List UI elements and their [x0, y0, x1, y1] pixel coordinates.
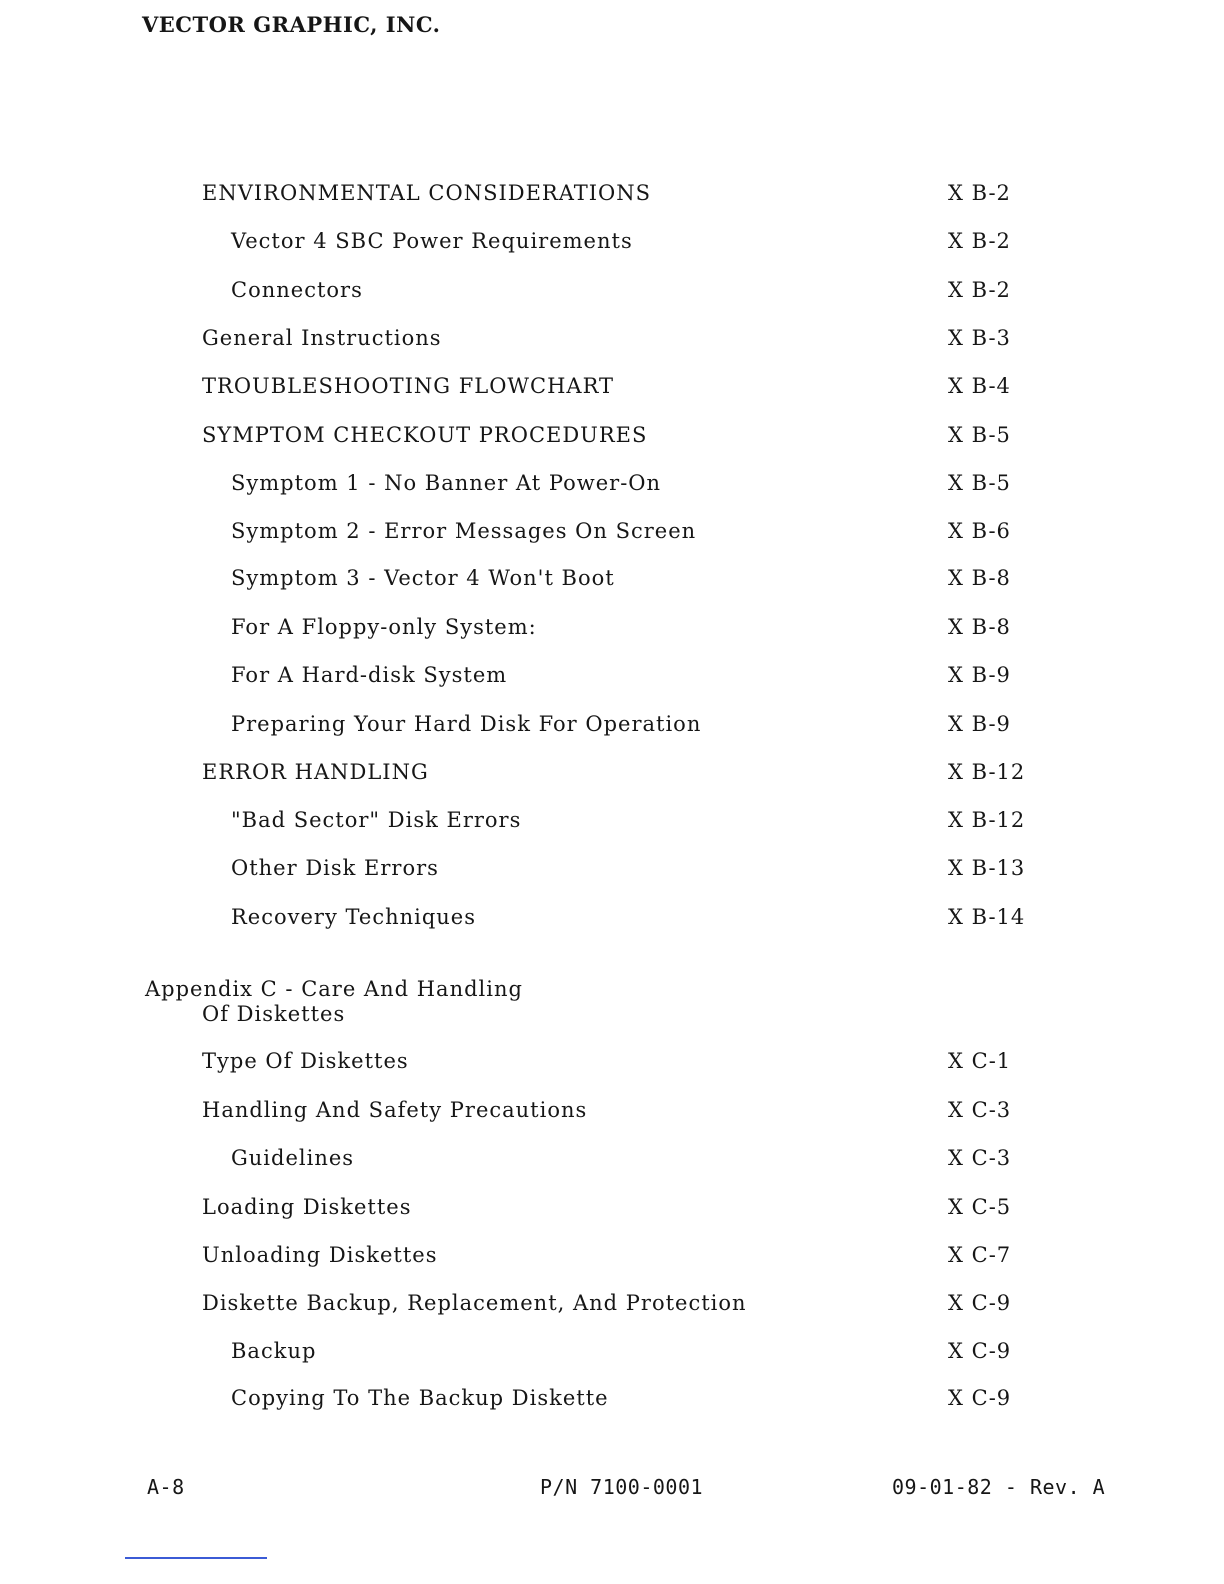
- toc-entry-title: General Instructions: [202, 326, 442, 350]
- toc-entry: [0, 712, 1224, 742]
- toc-entry: [0, 229, 1224, 259]
- toc-entry-page: X C-1: [948, 1049, 1012, 1073]
- toc-entry: [0, 808, 1224, 838]
- toc-entry: [0, 1243, 1224, 1273]
- toc-entry-page: X C-7: [948, 1243, 1012, 1267]
- toc-entry-page: X C-3: [948, 1098, 1012, 1122]
- toc-entry-title: "Bad Sector" Disk Errors: [231, 808, 522, 832]
- scan-mark-line: [125, 1557, 267, 1559]
- toc-entry: [0, 905, 1224, 935]
- toc-entry: [0, 1195, 1224, 1225]
- toc-entry: [0, 1386, 1224, 1416]
- toc-entry-title: Loading Diskettes: [202, 1195, 412, 1219]
- toc-entry: [0, 471, 1224, 501]
- toc-entry-page: X B-2: [948, 229, 1011, 253]
- toc-entry: [0, 1291, 1224, 1321]
- toc-entry-page: X B-5: [948, 423, 1011, 447]
- toc-entry: [0, 663, 1224, 693]
- toc-entry: [0, 519, 1224, 549]
- toc-entry-title: Symptom 3 - Vector 4 Won't Boot: [231, 566, 615, 590]
- toc-entry-title: ENVIRONMENTAL CONSIDERATIONS: [202, 181, 652, 205]
- toc-entry-page: X B-4: [948, 374, 1011, 398]
- toc-entry-page: X B-3: [948, 326, 1011, 350]
- appendix-c-heading-line2: Of Diskettes: [202, 1002, 346, 1026]
- toc-entry-title: Other Disk Errors: [231, 856, 439, 880]
- toc-entry: [0, 423, 1224, 453]
- appendix-c-heading-line1: Appendix C - Care And Handling: [145, 977, 523, 1001]
- company-header: VECTOR GRAPHIC, INC.: [142, 12, 441, 37]
- toc-entry-title: Symptom 1 - No Banner At Power-On: [231, 471, 662, 495]
- toc-entry-page: X C-9: [948, 1291, 1012, 1315]
- toc-entry-page: X C-3: [948, 1146, 1012, 1170]
- toc-entry: [0, 181, 1224, 211]
- toc-entry-page: X B-8: [948, 615, 1011, 639]
- toc-entry-page: X B-2: [948, 278, 1011, 302]
- toc-entry-title: Symptom 2 - Error Messages On Screen: [231, 519, 697, 543]
- toc-entry: [0, 374, 1224, 404]
- appendix-c-heading: [145, 977, 523, 1027]
- toc-entry-title: TROUBLESHOOTING FLOWCHART: [202, 374, 615, 398]
- footer-revision: 09-01-82 - Rev. A: [892, 1475, 1106, 1499]
- toc-entry-page: X B-2: [948, 181, 1011, 205]
- toc-entry-title: Vector 4 SBC Power Requirements: [231, 229, 633, 253]
- toc-entry-title: Diskette Backup, Replacement, And Protection: [202, 1291, 747, 1315]
- toc-entry: [0, 278, 1224, 308]
- toc-entry-title: For A Hard-disk System: [231, 663, 508, 687]
- toc-entry-title: Type Of Diskettes: [202, 1049, 409, 1073]
- toc-entry-title: Backup: [231, 1339, 317, 1363]
- toc-entry: [0, 1339, 1224, 1369]
- toc-entry: [0, 1049, 1224, 1079]
- toc-entry: [0, 1146, 1224, 1176]
- toc-entry-title: Handling And Safety Precautions: [202, 1098, 588, 1122]
- toc-entry-page: X B-5: [948, 471, 1011, 495]
- toc-entry: [0, 856, 1224, 886]
- toc-entry-title: ERROR HANDLING: [202, 760, 429, 784]
- toc-entry-title: Connectors: [231, 278, 363, 302]
- toc-entry: [0, 1098, 1224, 1128]
- toc-entry-page: X B-6: [948, 519, 1011, 543]
- toc-entry-title: Guidelines: [231, 1146, 355, 1170]
- toc-entry-title: Preparing Your Hard Disk For Operation: [231, 712, 702, 736]
- toc-entry-page: X B-9: [948, 712, 1011, 736]
- toc-entry-page: X B-14: [948, 905, 1026, 929]
- footer-page-number: A-8: [147, 1475, 185, 1499]
- toc-entry-page: X B-12: [948, 760, 1026, 784]
- toc-entry: [0, 566, 1224, 596]
- toc-entry-title: For A Floppy-only System:: [231, 615, 537, 639]
- toc-entry: [0, 326, 1224, 356]
- footer-part-number: P/N 7100-0001: [540, 1475, 704, 1499]
- toc-entry-title: Copying To The Backup Diskette: [231, 1386, 609, 1410]
- toc-entry-title: Unloading Diskettes: [202, 1243, 438, 1267]
- toc-entry: [0, 615, 1224, 645]
- toc-entry-page: X B-9: [948, 663, 1011, 687]
- toc-entry-page: X B-12: [948, 808, 1026, 832]
- toc-entry: [0, 760, 1224, 790]
- toc-entry-title: SYMPTOM CHECKOUT PROCEDURES: [202, 423, 648, 447]
- toc-entry-title: Recovery Techniques: [231, 905, 477, 929]
- toc-entry-page: X C-9: [948, 1339, 1012, 1363]
- toc-entry-page: X C-9: [948, 1386, 1012, 1410]
- toc-entry-page: X B-8: [948, 566, 1011, 590]
- toc-entry-page: X B-13: [948, 856, 1026, 880]
- toc-entry-page: X C-5: [948, 1195, 1012, 1219]
